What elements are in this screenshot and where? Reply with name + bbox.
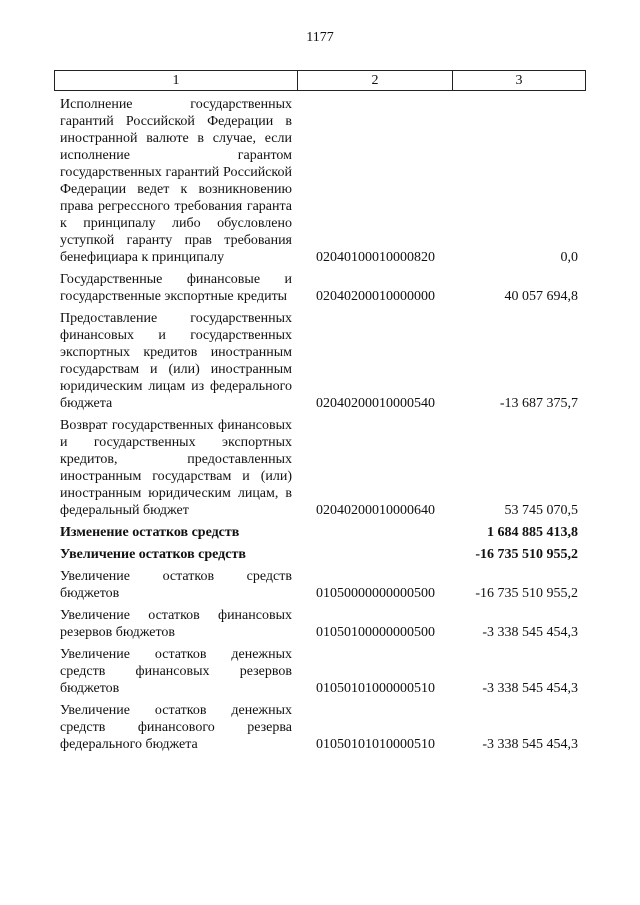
- row-name: Увеличение остатков денежных средств финансовых резервов бюджетов: [60, 647, 292, 696]
- table-row: [54, 310, 586, 412]
- row-value: 53 745 070,5: [504, 503, 578, 518]
- row-code: 02040200010000640: [316, 503, 435, 518]
- table-header: [54, 70, 586, 91]
- row-value: -3 338 545 454,3: [482, 625, 578, 640]
- row-code: 01050000000000500: [316, 586, 435, 601]
- row-code: 01050101010000510: [316, 737, 435, 752]
- table-row: [54, 271, 586, 305]
- row-value: -3 338 545 454,3: [482, 737, 578, 752]
- table-row: [54, 568, 586, 602]
- row-code: 02040100010000820: [316, 250, 435, 265]
- table-row: [54, 607, 586, 641]
- row-value: 1 684 885 413,8: [487, 525, 578, 540]
- column-header-3: 3: [515, 72, 523, 88]
- row-name: Изменение остатков средств: [60, 525, 240, 540]
- column-header-1: 1: [55, 71, 298, 90]
- table-row-total: [54, 546, 586, 563]
- row-name: Возврат государственных финансовых и государственных экспортных кредитов, предоставленных иностранным государствам и (или) иностранным юридическим лицам, в федеральный бюджет: [60, 418, 292, 518]
- table-row: [54, 702, 586, 753]
- table-row: [54, 646, 586, 697]
- table-body: [54, 96, 586, 758]
- row-value: -3 338 545 454,3: [482, 681, 578, 696]
- row-name: Государственные финансовые и государственные экспортные кредиты: [60, 272, 292, 304]
- table-row: [54, 96, 586, 266]
- row-code: 02040200010000000: [316, 289, 435, 304]
- row-name: Предоставление государственных финансовых и государственных экспортных кредитов иностранным государствам и (или) иностранным юридическим лицам из федерального бюджета: [60, 311, 292, 411]
- row-code: 02040200010000540: [316, 396, 435, 411]
- row-name: Увеличение остатков денежных средств финансового резерва федерального бюджета: [60, 703, 292, 752]
- row-name: Исполнение государственных гарантий Российской Федерации в иностранной валюте в случае, если исполнение гарантом государственных гарантий Российской Федерации ведет к возникновению права регрессного требования гаранта к принципалу либо обусловлено уступкой гаранту прав требования бенефициара к принципалу: [60, 97, 292, 265]
- row-value: 0,0: [560, 250, 578, 265]
- row-value: -16 735 510 955,2: [475, 547, 578, 562]
- column-header-2: 2: [298, 71, 453, 90]
- row-name: Увеличение остатков средств: [60, 547, 246, 562]
- row-code: 01050100000000500: [316, 625, 435, 640]
- row-name: Увеличение остатков средств бюджетов: [60, 569, 292, 601]
- page-number: 1177: [306, 30, 334, 45]
- table-row-total: [54, 524, 586, 541]
- row-name: Увеличение остатков финансовых резервов бюджетов: [60, 608, 292, 640]
- row-value: -13 687 375,7: [499, 396, 578, 411]
- row-code: 01050101000000510: [316, 681, 435, 696]
- row-value: -16 735 510 955,2: [475, 586, 578, 601]
- row-value: 40 057 694,8: [504, 289, 578, 304]
- table-row: [54, 417, 586, 519]
